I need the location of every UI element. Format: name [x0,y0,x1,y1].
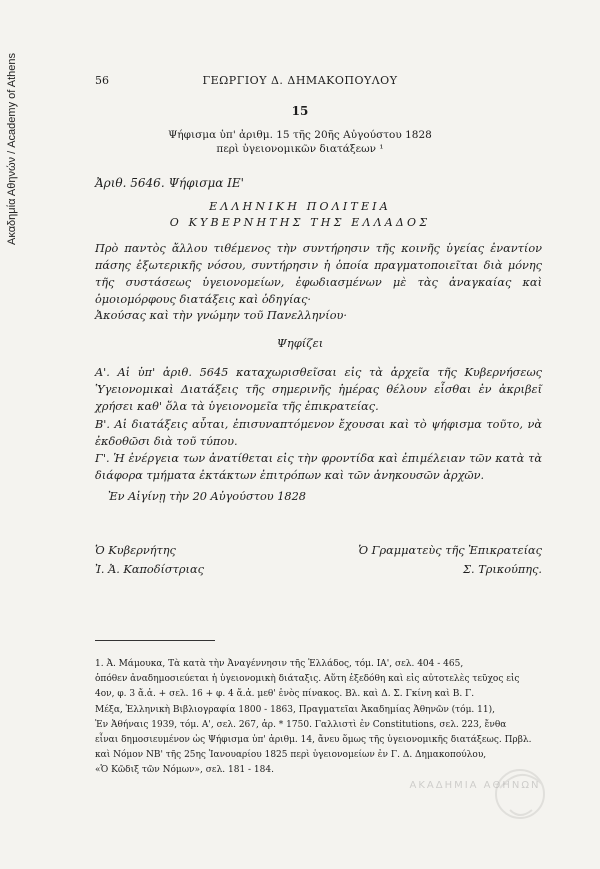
footnote-line: «Ὁ Κῶδιξ τῶν Νόμων», σελ. 181 - 184. [95,765,274,776]
decree-heading [0,128,600,156]
decree-reference: Ἀριθ. 5646. Ψήφισμα ΙΕ' [95,176,244,190]
footnote-line: ὁπόθεν ἀναδημοσιεύεται ἡ ὑγειονομικὴ διάταξις. Αὕτη ἐξεδόθη καὶ εἰς αὐτοτελὲς τεῦχος εἰς [95,674,520,685]
signature-governor-title: Ὁ Κυβερνήτης [95,544,176,557]
signature-governor-name: Ἰ. Ἀ. Καποδίστριας [95,563,204,576]
side-label: Ακαδημία Αθηνών / Academy of Athens [6,53,18,246]
date-line: Ἐν Αἰγίνῃ τὴν 20 Αὐγούστου 1828 [108,490,306,503]
page-number: 56 [95,74,109,87]
signature-secretary [358,541,542,579]
footnote-line: 1. Ἀ. Μάμουκα, Τὰ κατὰ τὴν Ἀναγέννησιν τῆς Ἑλλάδος, τόμ. ΙΑ', σελ. 404 - 465, [95,659,464,669]
decrees-heading: Ψηφίζει [276,336,324,350]
hearing-line: Ἀκούσας καὶ τὴν γνώμην τοῦ Πανελληνίου· [95,309,347,322]
governor-title: Ο ΚΥΒΕΡΝΗΤΗΣ ΤΗΣ ΕΛΛΑΔΟΣ [169,216,431,229]
article-a: Α'. Αἱ ὑπ' ἀριθ. 5645 καταχωρισθεῖσαι εἰς τὰ ἀρχεῖα τῆς Κυβερνήσεως Ὑγειονομικαὶ Διατάξεις τῆς σημερινῆς ἡμέρας θέλουν εἶσθαι ἐν ἀκριβεῖ χρήσει καθ' ὅλα τὰ ὑγειονομεῖα τῆς ἐπικρατείας. [95,366,542,413]
running-head: ΓΕΩΡΓΙΟΥ Δ. ΔΗΜΑΚΟΠΟΥΛΟΥ [202,74,398,87]
footnote-line: Μέξα, Ἑλληνικὴ Βιβλιογραφία 1800 - 1863, Πραγματεῖαι Ἀκαδημίας Ἀθηνῶν (τόμ. 11), [95,704,495,715]
heading-line-2: περὶ ὑγειονομικῶν διατάξεων ¹ [216,143,384,155]
preamble-paragraph: Πρὸ παντὸς ἄλλου τιθέμενος τὴν συντήρησιν τῆς κοινῆς ὑγείας ἐναντίον πάσης ἐξωτερικῆς νόσου, συντήρησιν ἡ ὁποία πραγματοποιεῖται διὰ μόνης τῆς συστάσεως ὑγειονομείων, ἐφωδιασμένων μὲ τὰς ἀναγκαίας καὶ ὁμοιομόρφους διατάξεις καὶ ὁδηγίας· [95,242,542,306]
article-g: Γ'. Ἡ ἐνέργεια των ἀνατίθεται εἰς τὴν φροντίδα καὶ ἐπιμέλειαν τῶν κατὰ τὰ διάφορα τμήματα ἐκτάκτων ἐπιτρόπων καὶ τῶν ἀνηκουσῶν ἀρχῶν. [95,452,542,482]
article-b: Β'. Αἱ διατάξεις αὗται, ἐπισυναπτόμενον ἔχουσαι καὶ τὸ ψήφισμα τοῦτο, νὰ ἐκδοθῶσι διὰ τοῦ τύπου. [95,418,542,448]
signature-secretary-title: Ὁ Γραμματεὺς τῆς Ἐπικρατείας [358,544,542,557]
heading-line-1: Ψήφισμα ὑπ' ἀριθμ. 15 τῆς 20ῆς Αὐγούστου 1828 [168,129,432,141]
athena-head-icon [496,770,544,818]
footnote-line: 4ον, φ. 3 ἄ.ἀ. + σελ. 16 + φ. 4 ἄ.ἀ. μεθ' ἑνὸς πίνακος. Βλ. καὶ Δ. Σ. Γκίνη καὶ Β. Γ. [95,689,475,700]
footnote-line: εἶναι δημοσιευμένον ὡς Ψήφισμα ὑπ' ἀριθμ. 14, ἄνευ ὅμως τῆς ὑγειονομικῆς διατάξεως. Πρβλ. [95,735,532,746]
footnote-line: Ἐν Ἀθήναις 1939, τόμ. Α', σελ. 267, ἀρ. * 1750. Γαλλιστὶ ἐν Constitutions, σελ. 223, ἔνθα [95,719,507,730]
signature-secretary-name: Σ. Τρικούπης. [463,563,542,576]
academy-watermark [370,760,580,840]
state-title: ΕΛΛΗΝΙΚΗ ΠΟΛΙΤΕΙΑ [209,200,391,213]
watermark-text: ΑΚΑΔΗΜΙΑ ΑΘΗΝΩΝ [409,780,541,791]
footnote-divider [95,640,215,641]
signature-governor [95,541,204,579]
footnote-line: καὶ Νόμον ΝΒ' τῆς 25ης Ἰανουαρίου 1825 περὶ ὑγειονομείων ἐν Γ. Δ. Δημακοπούλου, [95,750,487,761]
document-number: 15 [291,104,309,118]
